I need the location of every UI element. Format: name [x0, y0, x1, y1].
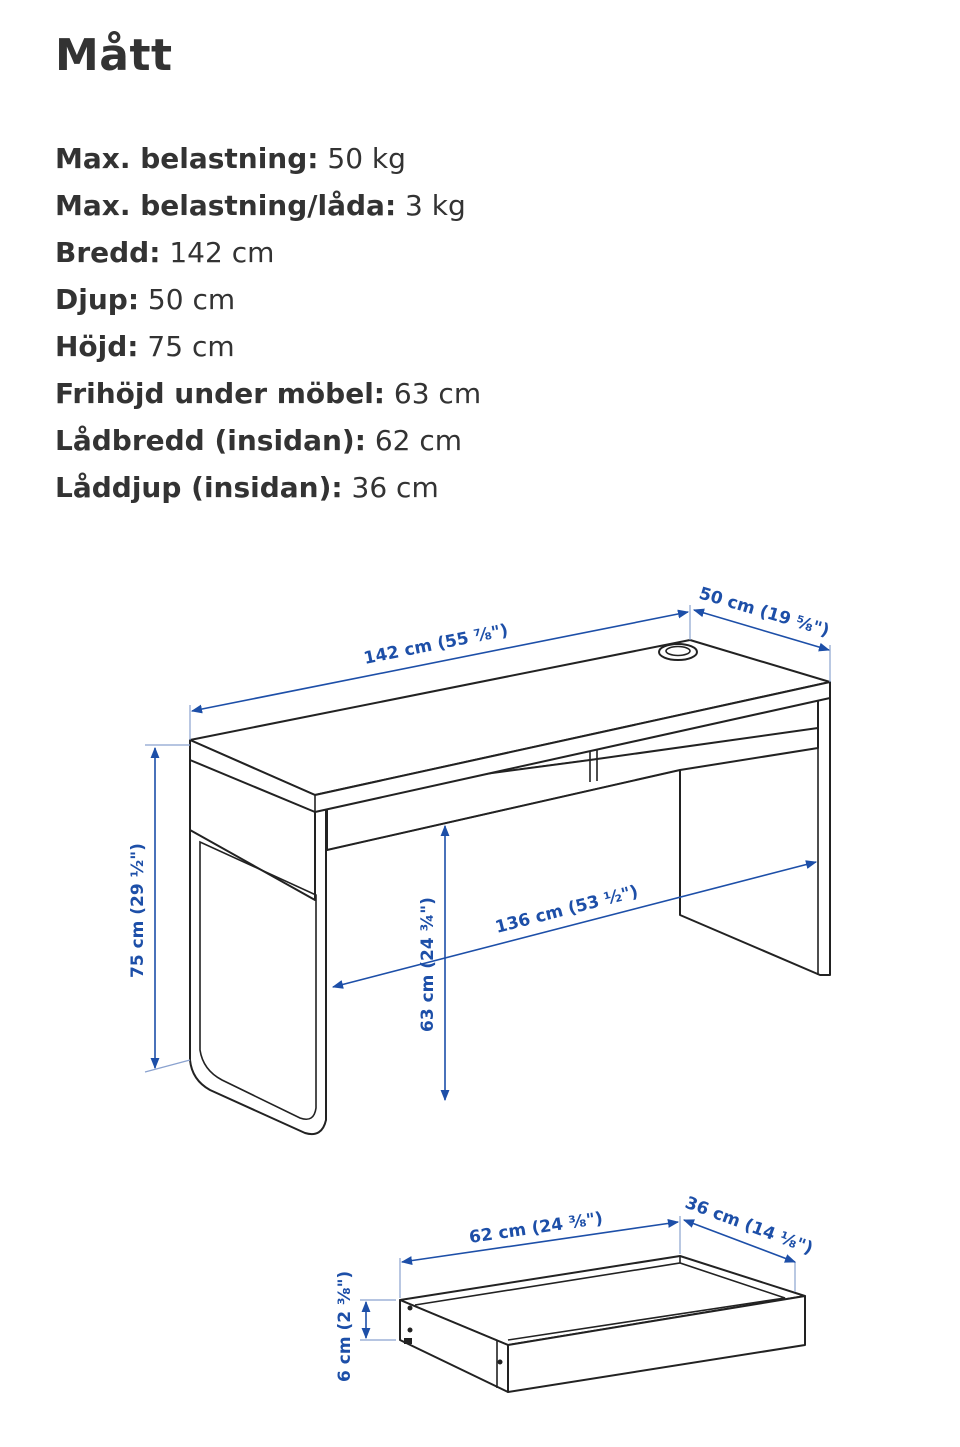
spec-value: 142 cm	[169, 236, 275, 269]
spec-value: 75 cm	[147, 330, 235, 363]
section-title: Mått	[55, 30, 173, 81]
spec-value: 36 cm	[351, 471, 439, 504]
spec-value: 3 kg	[405, 189, 466, 222]
drawer-illustration	[400, 1256, 805, 1392]
spec-value: 62 cm	[374, 424, 463, 457]
spec-label: Bredd:	[55, 236, 161, 269]
desk-height-label: 75 cm (29 ½")	[128, 843, 148, 978]
desk-width-label: 142 cm (55 ⅞")	[362, 620, 510, 669]
spec-value: 50 cm	[147, 283, 236, 316]
spec-label: Frihöjd under möbel:	[55, 377, 385, 410]
spec-label: Max. belastning:	[55, 142, 319, 175]
spec-label: Lådbredd (insidan):	[55, 424, 366, 457]
desk-clearance-height-label: 63 cm (24 ¾")	[418, 897, 438, 1032]
drawer-depth-label: 36 cm (14 ⅛")	[682, 1192, 816, 1259]
spec-value: 63 cm	[393, 377, 482, 410]
desk-depth-label: 50 cm (19 ⅝")	[696, 583, 832, 642]
spec-label: Max. belastning/låda:	[55, 189, 397, 222]
drawer-width-label: 62 cm (24 ⅜")	[467, 1208, 605, 1248]
spec-value: 50 kg	[327, 142, 406, 175]
desk-illustration	[190, 640, 830, 1134]
spec-label: Höjd:	[55, 330, 139, 363]
spec-label: Låddjup (insidan):	[55, 471, 343, 504]
desk-clearance-width-label: 136 cm (53 ½")	[493, 881, 641, 938]
spec-label: Djup:	[55, 283, 140, 316]
drawer-height-label: 6 cm (2 ⅜")	[335, 1270, 355, 1382]
